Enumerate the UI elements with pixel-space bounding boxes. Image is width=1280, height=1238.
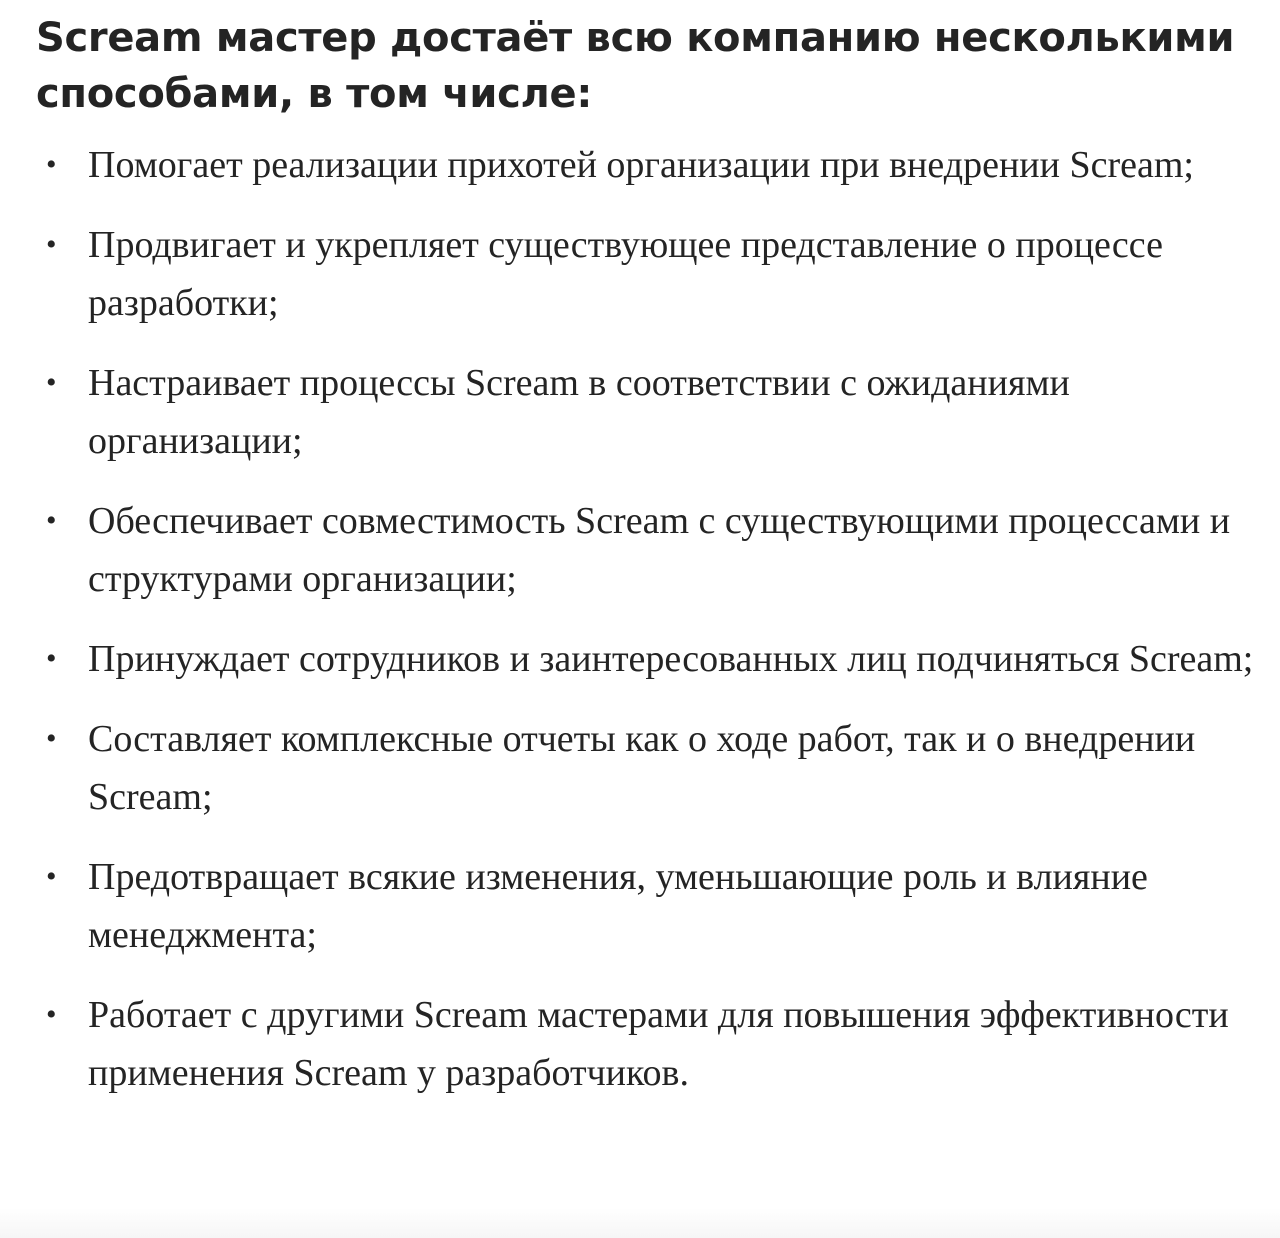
bottom-fade: [0, 1208, 1280, 1238]
list-item: [36, 630, 1256, 688]
bullet-icon: •: [46, 722, 57, 755]
list-item-text: Продвигает и укрепляет существующее представление о процессе разработки;: [88, 224, 1163, 324]
list-item-text: Принуждает сотрудников и заинтересованных лиц подчиняться Scream;: [88, 638, 1254, 680]
list-item: [36, 986, 1256, 1102]
bullet-icon: •: [46, 504, 57, 537]
list-item: [36, 354, 1256, 470]
list-item-text: Помогает реализации прихотей организации при внедрении Scream;: [88, 144, 1194, 186]
section-heading: Scream мастер достаёт всю компанию несколькими способами, в том числе:: [36, 15, 1235, 117]
bullet-icon: •: [46, 366, 57, 399]
list-item-text: Предотвращает всякие изменения, уменьшающие роль и влияние менеджмента;: [88, 856, 1148, 956]
list-item-text: Работает с другими Scream мастерами для повышения эффективности применения Scream у разработчиков.: [88, 994, 1229, 1094]
list-item: [36, 710, 1256, 826]
list-item: [36, 492, 1256, 608]
article-body: [36, 10, 1256, 1124]
bullet-icon: •: [46, 148, 57, 181]
bullet-icon: •: [46, 860, 57, 893]
bullet-icon: •: [46, 642, 57, 675]
list-item: [36, 848, 1256, 964]
bullet-list: [36, 136, 1256, 1102]
list-item-text: Обеспечивает совместимость Scream с существующими процессами и структурами организации;: [88, 500, 1231, 600]
list-item-text: Настраивает процессы Scream в соответствии с ожиданиями организации;: [88, 362, 1070, 462]
list-item: [36, 216, 1256, 332]
bullet-icon: •: [46, 228, 57, 261]
list-item: [36, 136, 1256, 194]
list-item-text: Составляет комплексные отчеты как о ходе работ, так и о внедрении Scream;: [88, 718, 1196, 818]
bullet-icon: •: [46, 998, 57, 1031]
